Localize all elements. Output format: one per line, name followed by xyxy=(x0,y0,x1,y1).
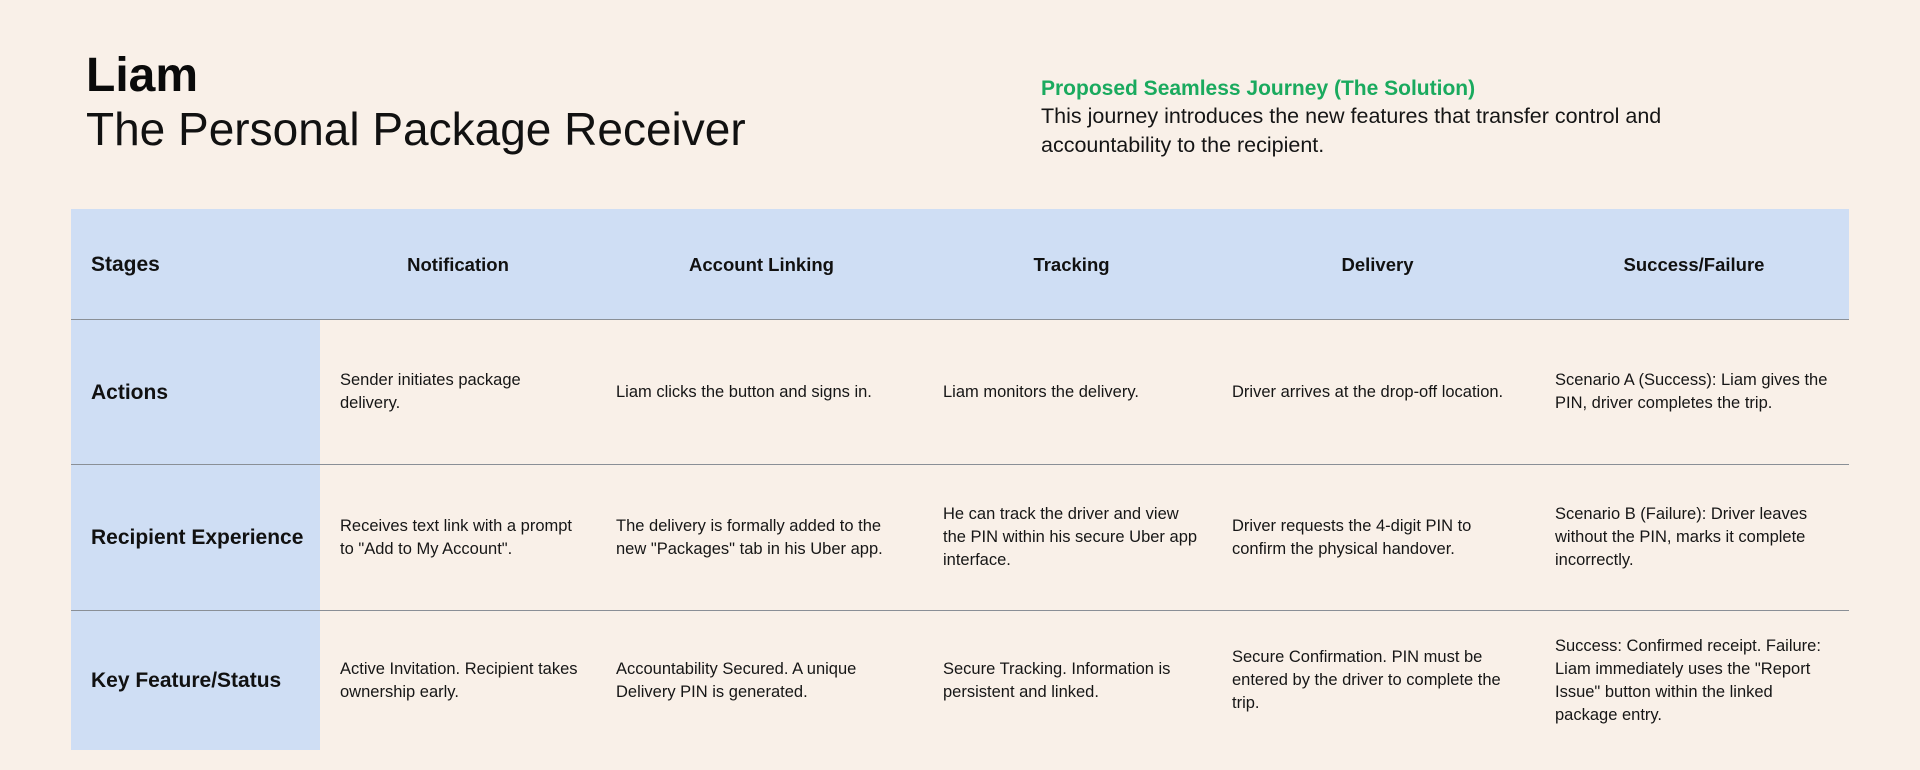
persona-role: The Personal Package Receiver xyxy=(86,103,746,155)
stages-header: Stages xyxy=(71,209,320,320)
feature-success-failure-cell: Success: Confirmed receipt. Failure: Liam immediately uses the "Report Issue" button within the linked package entry. xyxy=(1555,636,1821,724)
actions-tracking-cell: Liam monitors the delivery. xyxy=(927,320,1216,465)
experience-notification-cell: Receives text link with a prompt to "Add to My Account". xyxy=(320,465,596,611)
stage-header-success-failure: Success/Failure xyxy=(1539,209,1849,320)
journey-intro xyxy=(1041,76,1761,160)
feature-notification-cell: Active Invitation. Recipient takes ownership early. xyxy=(340,659,578,701)
experience-success-failure-cell: Scenario B (Failure): Driver leaves without the PIN, marks it complete incorrectly. xyxy=(1539,465,1849,611)
persona-name: Liam xyxy=(86,49,199,102)
persona-header xyxy=(86,50,746,156)
experience-tracking-cell: He can track the driver and view the PIN within his secure Uber app interface. xyxy=(927,465,1216,611)
row-label-actions: Actions xyxy=(71,320,320,465)
feature-delivery-cell: Secure Confirmation. PIN must be entered by the driver to complete the trip. xyxy=(1232,648,1501,712)
stage-header-tracking: Tracking xyxy=(927,209,1216,320)
stage-header-delivery: Delivery xyxy=(1216,209,1539,320)
intro-text: This journey introduces the new features that transfer control and accountability to the recipient. xyxy=(1041,104,1662,157)
actions-delivery-cell: Driver arrives at the drop-off location. xyxy=(1216,320,1539,465)
actions-account-linking-cell: Liam clicks the button and signs in. xyxy=(596,320,927,465)
feature-account-linking-cell: Accountability Secured. A unique Delivery PIN is generated. xyxy=(616,659,857,701)
row-label-recipient-experience: Recipient Experience xyxy=(71,465,320,611)
experience-account-linking-cell: The delivery is formally added to the new "Packages" tab in his Uber app. xyxy=(596,465,927,611)
actions-notification-cell: Sender initiates package delivery. xyxy=(320,320,596,465)
experience-delivery-cell: Driver requests the 4-digit PIN to confirm the physical handover. xyxy=(1216,465,1539,611)
actions-success-failure-cell: Scenario A (Success): Liam gives the PIN, driver completes the trip. xyxy=(1539,320,1849,465)
stage-header-notification: Notification xyxy=(320,209,596,320)
stage-header-account-linking: Account Linking xyxy=(596,209,927,320)
row-label-key-feature-status: Key Feature/Status xyxy=(71,611,320,750)
feature-tracking-cell: Secure Tracking. Information is persistent and linked. xyxy=(943,659,1171,701)
journey-table xyxy=(71,209,1849,750)
intro-title: Proposed Seamless Journey (The Solution) xyxy=(1041,77,1476,100)
